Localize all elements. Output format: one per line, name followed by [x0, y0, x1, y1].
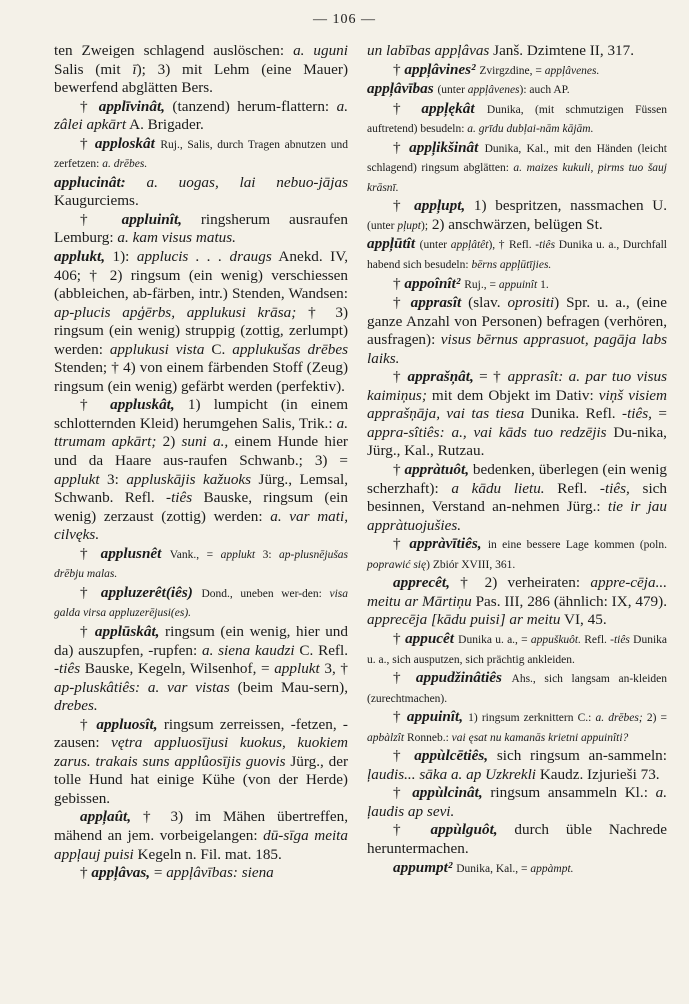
- left-entry: † appluzerêt(iês) Dond., uneben wer-den: visa galda virsa appluzerējusi(es).: [54, 583, 349, 620]
- right-entry: † appudžinâtiês Ahs., sich langsam an-kleiden (zurechtmachen).: [367, 669, 668, 705]
- right-entry: † appràvītiês, in eine bessere Lage kommen (poln. poprawić się) Zbiór XVIII, 361.: [367, 535, 668, 571]
- left-entry: † appluinît, ringsherum ausraufen Lemburg: a. kam visus matus.: [54, 210, 348, 247]
- left-entry: ten Zweigen schlagend auslöschen: a. uguni Salis (mit ī); 3) mit Lehm (eine Mauer) bewerfend abglätten Bers.: [54, 42, 348, 97]
- left-entry: † applūskât, ringsum (ein wenig, hier und da) auszupfen, -rupfen: a. siena kaudzi C. Refl. -tiês Bauske, Kegeln, Wilsenhof, = applukt 3, † ap-pluskâtiês: a. var vistas (beim Mau-sern), drebes.: [54, 622, 349, 715]
- right-entry: † appuinît, 1) ringsum zerknittern C.: a. drēbes; 2) = apbàlzît Ronneb.: vai ęsat nu kamanās krietni appuinîti?: [367, 708, 668, 744]
- left-entry: † apploskât Ruj., Salis, durch Tragen abnutzen und zerfetzen: a. drēbes.: [54, 134, 349, 171]
- left-entry: appļaût, † 3) im Mähen übertreffen, mähend an jem. vorbeigelangen: dū-sīga meita appļauj puisi Kegeln n. Fil. mat. 185.: [54, 808, 348, 863]
- right-entry: appumpt² Dunika, Kal., = appàmpt.: [393, 858, 574, 876]
- right-entry: apprecêt, † 2) verheiraten: appre-cēja... meitu ar Mārtiņu Pas. III, 286 (ähnlich: IX, 479). apprecēja [kādu puisi] ar meitu VI, 45.: [367, 574, 667, 629]
- right-entry: † appùlcinât, ringsum ansammeln Kl.: a. ļaudis ap sevi.: [367, 784, 668, 820]
- right-entry: un labības appļâvas Janš. Dzimtene II, 317.: [367, 42, 635, 59]
- right-column: [367, 42, 667, 878]
- right-entry: † appràtuôt, bedenken, überlegen (ein wenig scherzhaft): a kādu lietu. Refl. -tiês, sich besinnen, Verstand an-nehmen Jürg.: tie ir jau appràtuojušies.: [367, 461, 668, 534]
- left-entry: † appļâvas, = appļâvības: siena: [80, 864, 274, 882]
- left-entry: † applīvinât, (tanzend) herum-flattern: a. zâlei apkārt A. Brigader.: [54, 97, 349, 134]
- left-entry: † appluskât, 1) lumpicht (in einem schlotternden Kleid) herumgehen Salis, Trik.: a. ttrumam apkārt; 2) suni a., einem Hunde hier und da Haare aus-raufen Schwanb.; 3) = applukt 3: appluskājis kažuoks Jürg., Lemsal, Schwanb. Refl. -tiês Bauske, ringsum (ein wenig) zerzaust (zottig) werden: a. var mati, cilvęks.: [54, 396, 349, 544]
- right-entry: † appļękât Dunika, (mit schmutzigen Füssen auftretend) besudeln: a. grīdu dubļai-nām kājām.: [367, 99, 668, 136]
- right-entry: † appùlcētiês, sich ringsum an-sammeln: ļaudis... sāka a. ap Uzkrekli Kaudz. Izjurieši 73.: [367, 747, 667, 783]
- left-column: [54, 42, 348, 883]
- left-entry: † appluosît, ringsum zerreissen, -fetzen, -zausen: vętra appluosījusi kuokus, kuokiem zarus. trakais suns applûosījis guovis Jürg., der tolle Hund hat einige Kühe (von der Herde) gebissen.: [54, 715, 348, 807]
- right-entry: † appucêt Dunika u. a., = appuškuôt. Refl. -tiês Dunika u. a., sich ausputzen, sich prächtig ankleiden.: [367, 629, 667, 666]
- left-entry: applucinât: a. uogas, lai nebuo-jājas Kaugurciems.: [54, 173, 349, 210]
- right-entry: appļūtît (unter appļâtêt), † Refl. -tiês Dunika u. a., Durchfall habend sich besudeln: bērns appļūtījies.: [367, 235, 667, 272]
- right-entry: appļâvības (unter appļâvenes): auch AP.: [367, 80, 570, 98]
- page-number-value: 106: [332, 12, 357, 27]
- right-entry: † appļâvines² Zvirgzdine, = appļâvenes.: [393, 60, 600, 78]
- right-entry: † appļupt, 1) bespritzen, nassmachen U. (unter pļupt); 2) anschwärzen, belügen St.: [367, 197, 667, 233]
- right-entry: † apprašņât, = † apprasît: a. par tuo visus kaimiņus; mit dem Objekt im Dativ: viņš visiem apprašņāja, vai tas tiesa Dunika. Refl. -tiês, = appra-sîtiês: a., vai kāds tuo redzējis Du-nika, Jürg., Kal., Rutzau.: [367, 368, 667, 460]
- right-entry: † appļikšinât Dunika, Kal., mit den Händen (leicht schlagend) ringsum abglätten: a. maizes kukuli, pirms tuo šauj krāsnī.: [367, 138, 668, 194]
- left-entry: † applusnêt Vank., = applukt 3: ap-plusnējušas drēbju malas.: [54, 544, 349, 581]
- left-entry: applukt, 1): applucis . . . draugs Anekd. IV, 406; † 2) ringsum (ein wenig) verschiessen (abbleichen, ab-färben, intr.) Stenden, Wandsen: ap-plucis apģērbs, applukusi krāsa; † 3) ringsum (ein wenig) struppig (zottig, zerlumpt) werden: applukusi vista C. applukušas drēbes Stenden; † 4) von einem färbenden Stoff (Zeug) ringsum (ein wenig) gefärbt werden (perfektiv).: [54, 248, 349, 395]
- page-number: — 106 —: [313, 12, 376, 27]
- right-entry: † apprasît (slav. oprositi) Spr. u. a., (eine ganze Anzahl von Personen) befragen (verhören, ausfragen): visus bērnus apprasuot, pagāja labs laiks.: [367, 294, 668, 367]
- right-entry: † appùlguôt, durch üble Nachrede heruntermachen.: [367, 821, 668, 857]
- right-entry: † appoînît² Ruj., = appuinît 1.: [393, 274, 549, 292]
